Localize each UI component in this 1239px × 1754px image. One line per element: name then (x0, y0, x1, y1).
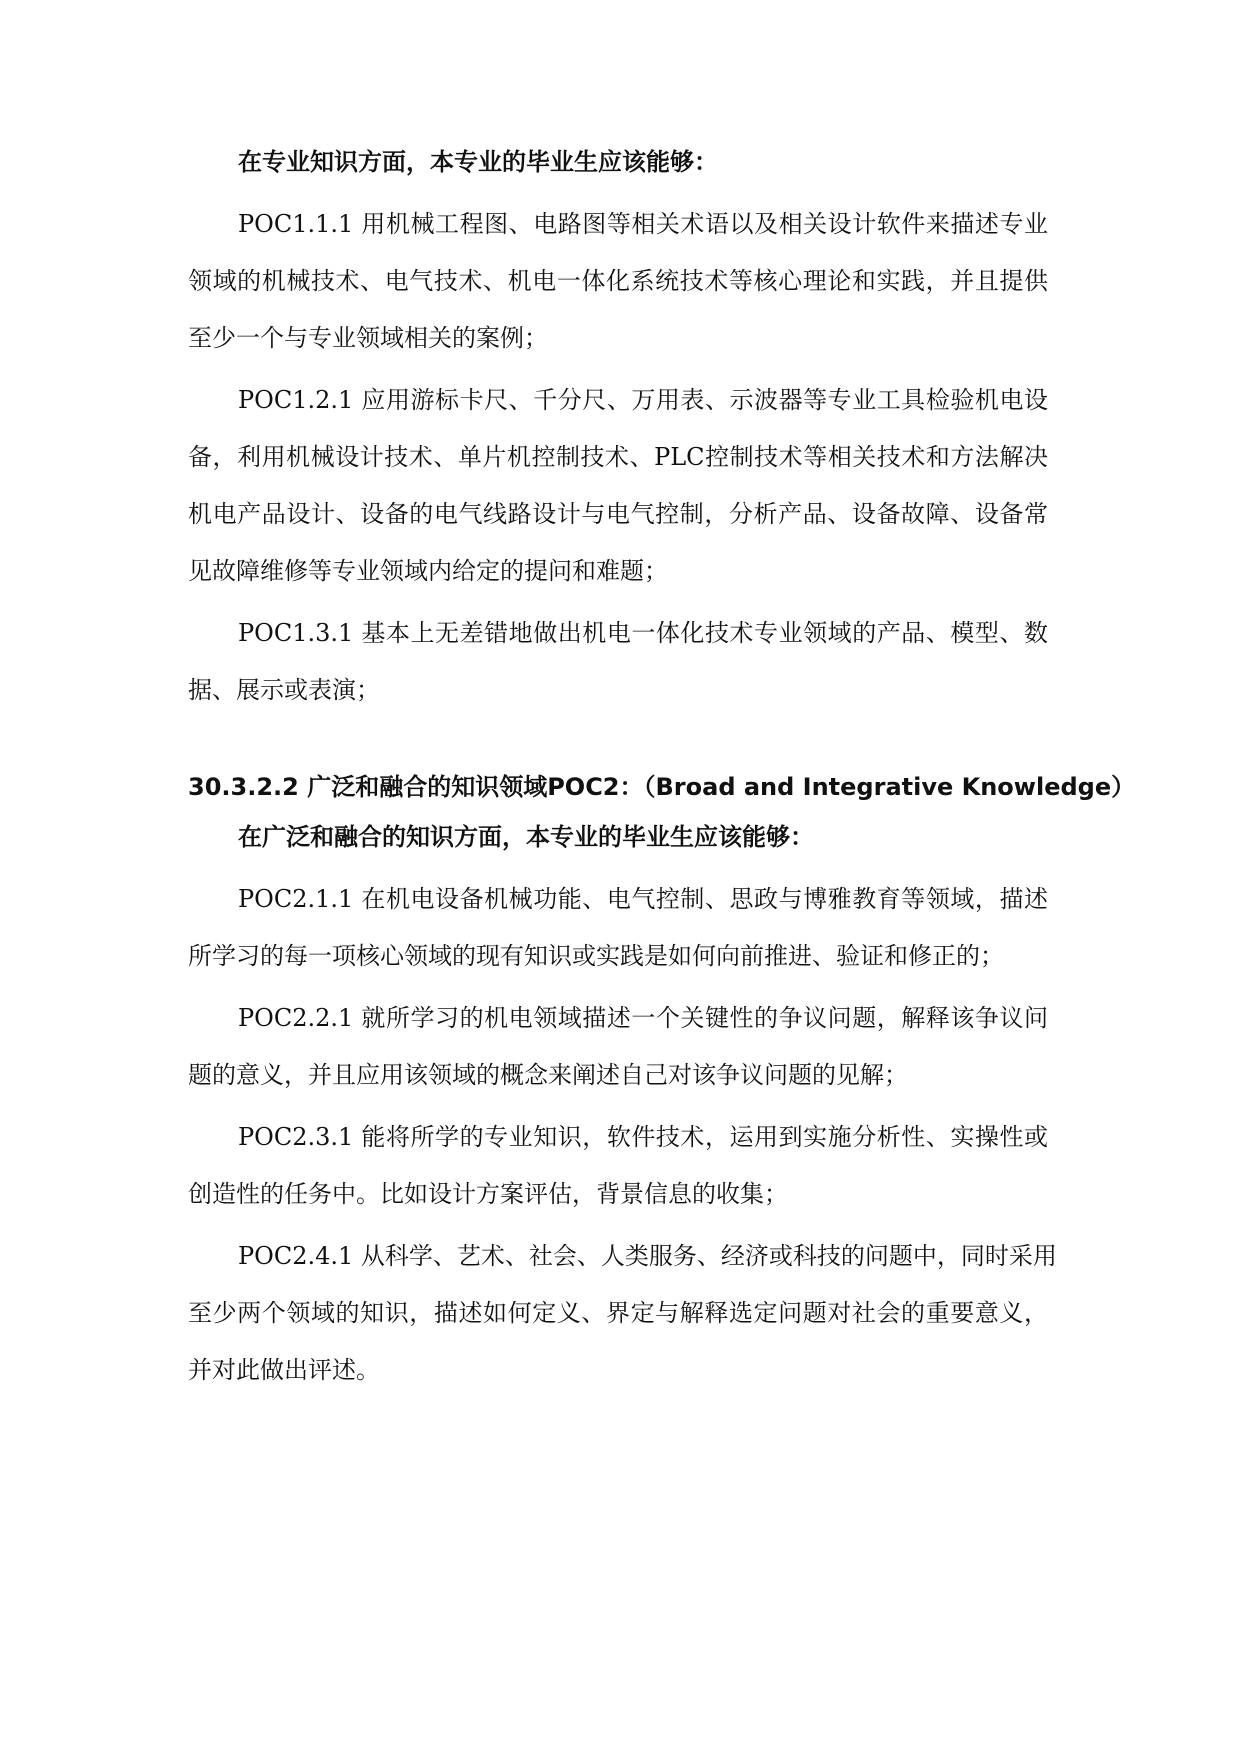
poc1-1-1-line1: POC1.1.1 用机械工程图、电路图等相关术语以及相关设计软件来描述专业 (238, 210, 1048, 238)
poc1-1-1-line3: 至少一个与专业领域相关的案例； (188, 324, 548, 352)
poc1-3-1-line2: 据、展示或表演； (188, 676, 380, 704)
poc2-1-1-line2: 所学习的每一项核心领域的现有知识或实践是如何向前推进、验证和修正的； (188, 942, 1004, 970)
section2-heading: 在广泛和融合的知识方面，本专业的毕业生应该能够： (238, 823, 814, 851)
poc2-3-1-line1: POC2.3.1 能将所学的专业知识，软件技术，运用到实施分析性、实操性或 (238, 1123, 1048, 1151)
poc1-3-1-line1: POC1.3.1 基本上无差错地做出机电一体化技术专业领域的产品、模型、数 (238, 619, 1048, 647)
poc2-4-1-line2: 至少两个领域的知识，描述如何定义、界定与解释选定问题对社会的重要意义， (188, 1299, 1048, 1327)
poc1-1-1-line2: 领域的机械技术、电气技术、机电一体化系统技术等核心理论和实践，并且提供 (188, 267, 1048, 295)
poc2-4-1-line3: 并对此做出评述。 (188, 1356, 380, 1384)
section2-title: 30.3.2.2 广泛和融合的知识领域POC2：（Broad and Integrative Knowledge） (188, 773, 1136, 801)
poc1-2-1-line1: POC1.2.1 应用游标卡尺、千分尺、万用表、示波器等专业工具检验机电设 (238, 386, 1048, 414)
poc2-1-1-line1: POC2.1.1 在机电设备机械功能、电气控制、思政与博雅教育等领域，描述 (238, 885, 1048, 913)
poc1-2-1-line2: 备，利用机械设计技术、单片机控制技术、PLC控制技术等相关技术和方法解决 (188, 443, 1048, 471)
poc1-2-1-line4: 见故障维修等专业领域内给定的提问和难题； (188, 557, 668, 585)
poc2-2-1-line2: 题的意义，并且应用该领域的概念来阐述自己对该争议问题的见解； (188, 1061, 908, 1089)
poc2-4-1-line1: POC2.4.1 从科学、艺术、社会、人类服务、经济或科技的问题中，同时采用 (238, 1242, 1057, 1270)
poc2-3-1-line2: 创造性的任务中。比如设计方案评估，背景信息的收集； (188, 1180, 788, 1208)
section1-heading: 在专业知识方面，本专业的毕业生应该能够： (238, 148, 718, 176)
poc2-2-1-line1: POC2.2.1 就所学习的机电领域描述一个关键性的争议问题，解释该争议问 (238, 1004, 1048, 1032)
poc1-2-1-line3: 机电产品设计、设备的电气线路设计与电气控制，分析产品、设备故障、设备常 (188, 500, 1048, 528)
